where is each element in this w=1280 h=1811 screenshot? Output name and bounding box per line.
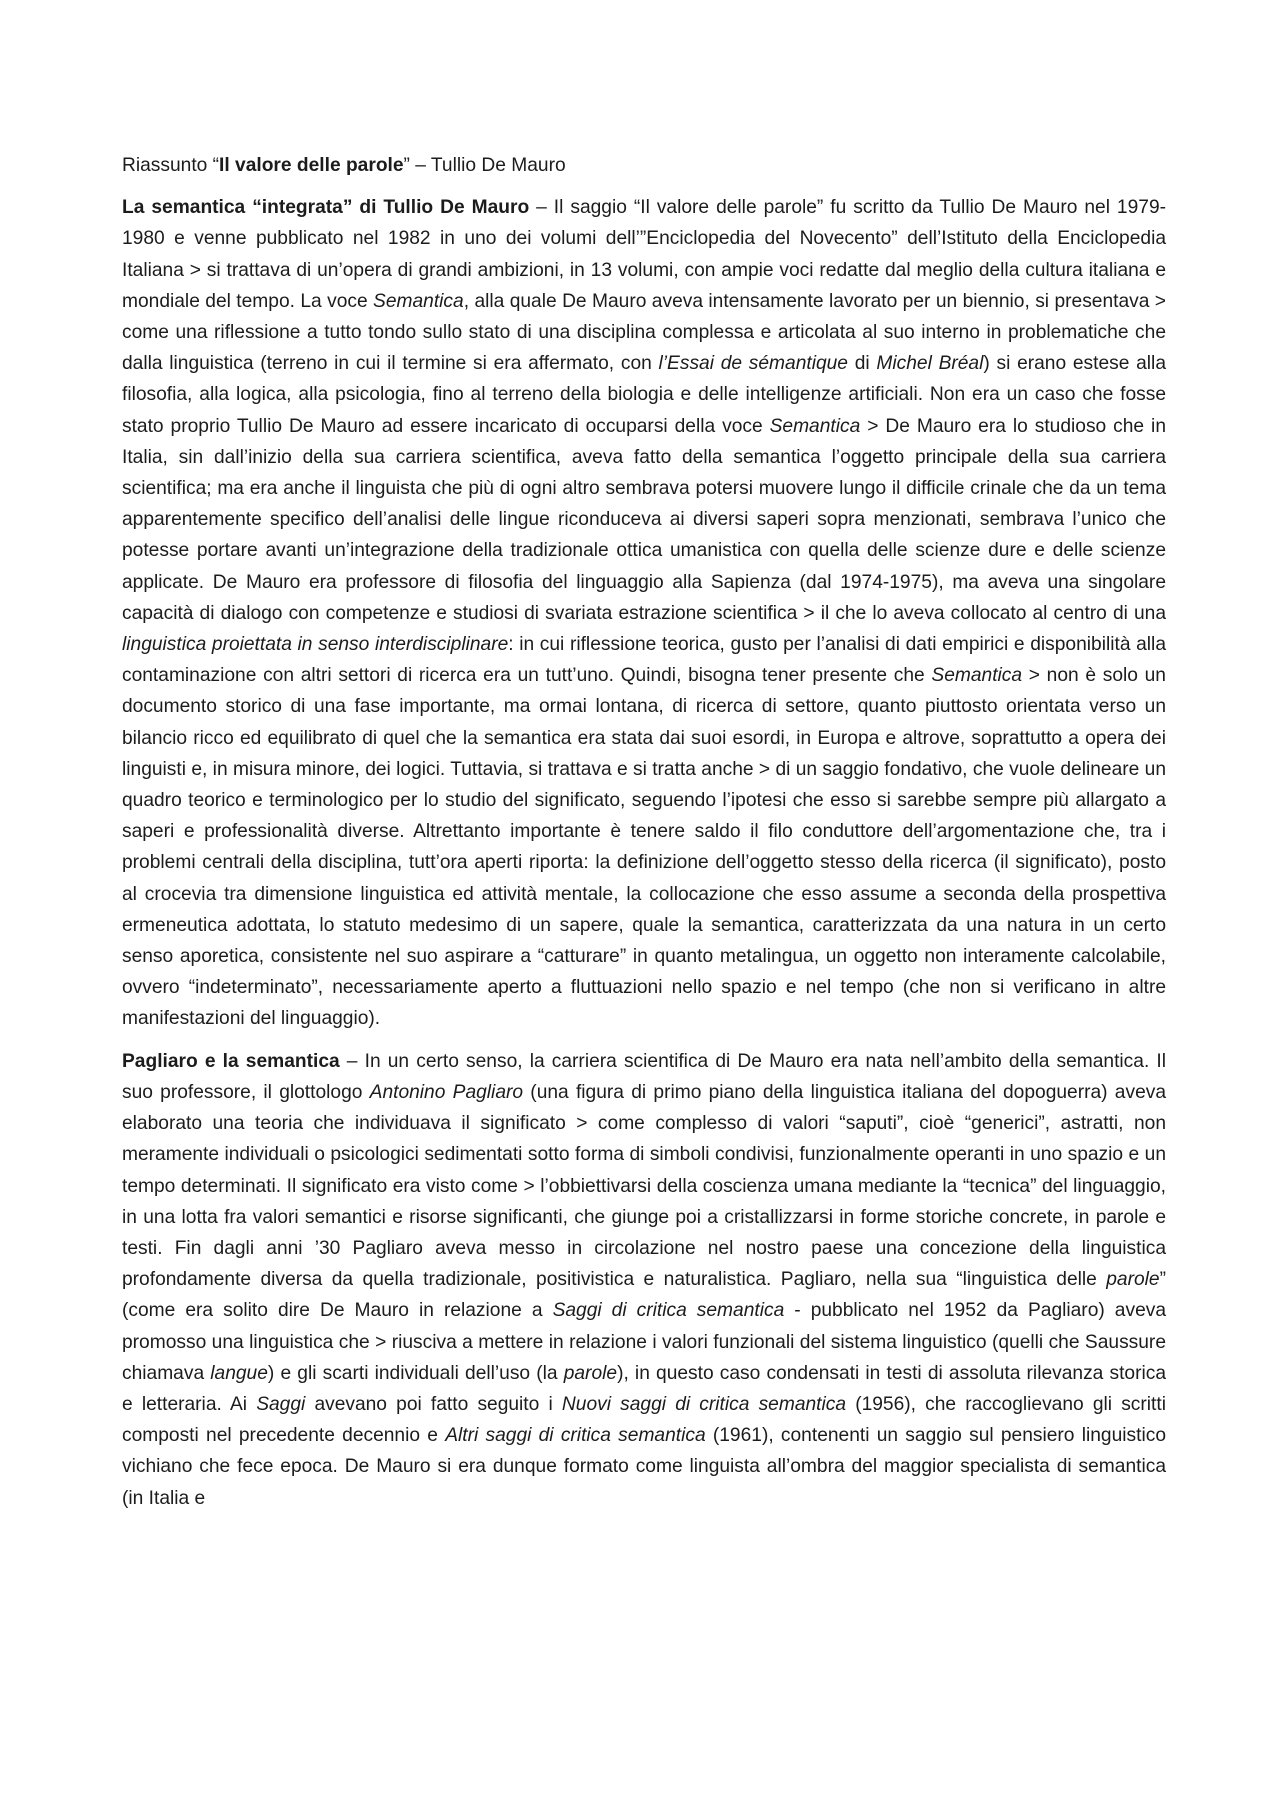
- body-text: (1956), che raccoglievano gli scritti composti nel precedente decennio e: [122, 1393, 1166, 1447]
- body-text: , alla quale De Mauro aveva intensamente lavorato per un biennio, si presentava > come una riflessione a tutto tondo sullo stato di una disciplina complessa e articolata al suo interno in problematiche che dalla linguistica (terreno in cui il termine si era affermato, con: [122, 290, 1167, 375]
- body-text: avevano poi fatto seguito i: [305, 1393, 562, 1415]
- body-text: - pubblicato nel 1952 da Pagliaro) aveva promosso una linguistica che > riusciva a mettere in relazione i valori funzionali del sistema linguistico (quelli che Saussure chiamava: [122, 1300, 1166, 1384]
- italic-text: parole: [1106, 1269, 1160, 1291]
- document-title: [122, 150, 1166, 181]
- body-text: ” (come era solito dire De Mauro in relazione a: [122, 1269, 1166, 1322]
- italic-text: Semantica: [931, 665, 1023, 687]
- italic-text: linguistica proiettata in senso interdisciplinare: [122, 634, 509, 656]
- italic-text: Antonino Pagliaro: [369, 1081, 524, 1103]
- body-text: (una figura di primo piano della linguistica italiana del dopoguerra) aveva elaborato una teoria che individuava il significato > come complesso di valori “saputi”, cioè “generici”, astratti, non meramente individuali o psicologici sedimentati sotto forma di simboli condivisi, funzionalmente operanti in uno spazio e un tempo determinati. Il significato era visto come > l’obbiettivarsi della coscienza umana mediante la “tecnica” del linguaggio, in una lotta fra valori semantici e risorse significanti, che giunge poi a cristallizzarsi in forme storiche concrete, in parole e testi. Fin dagli anni ’30 Pagliaro aveva messo in circolazione nel nostro paese una concezione della linguistica profondamente diversa da quella tradizionale, positivistica e naturalistica. Pagliaro, nella sua “linguistica delle: [122, 1081, 1167, 1291]
- section-heading: La semantica “integrata” di Tullio De Mauro: [122, 197, 530, 219]
- italic-text: langue: [210, 1362, 268, 1384]
- title-suffix: ” – Tullio De Mauro: [403, 155, 566, 176]
- body-text: ) e gli scarti individuali dell’uso (la: [267, 1362, 564, 1384]
- body-text: – In un certo senso, la carriera scientifica di De Mauro era nata nell’ambito della semantica. Il suo professore, il glottologo: [122, 1050, 1167, 1103]
- italic-text: l’Essai de sémantique: [658, 353, 848, 375]
- body-text: – Il saggio “Il valore delle parole” fu scritto da Tullio De Mauro nel 1979-1980 e venne pubblicato nel 1982 in uno dei volumi dell’”Enciclopedia del Novecento” dell’Istituto della Enciclopedia Italiana > si trattava di un’opera di grandi ambizioni, in 13 volumi, con ampie voci redatte dal meglio della cultura italiana e mondiale del tempo. La voce: [122, 197, 1167, 312]
- title-bold: Il valore delle parole: [219, 155, 404, 176]
- italic-text: Nuovi saggi di critica semantica: [561, 1393, 847, 1415]
- document-page: [122, 150, 1166, 1514]
- italic-text: Michel Bréal: [876, 353, 984, 375]
- title-prefix: Riassunto “: [122, 155, 220, 176]
- paragraph-pagliaro-semantica: [122, 1046, 1166, 1514]
- italic-text: Saggi di critica semantica: [552, 1300, 785, 1322]
- italic-text: Saggi: [256, 1393, 306, 1415]
- body-text: (1961), contenenti un saggio sul pensiero linguistico vichiano che fece epoca. De Mauro si era dunque formato come linguista all’ombra del maggior specialista di semantica (in Italia e: [122, 1425, 1166, 1509]
- italic-text: parole: [563, 1362, 618, 1384]
- body-text: > De Mauro era lo studioso che in Italia, sin dall’inizio della sua carriera scientifica, aveva fatto della semantica l’oggetto principale della sua carriera scientifica; ma era anche il linguista che più di ogni altro sembrava potersi muovere lungo il difficile crinale che da un tema apparentemente specifico dell’analisi delle lingue riconduceva ai diversi saperi sopra menzionati, sembrava l’unico che potesse portare avanti un’integrazione della tradizionale ottica umanistica con quella delle scienze dure e delle scienze applicate. De Mauro era professore di filosofia del linguaggio alla Sapienza (dal 1974-1975), ma aveva una singolare capacità di dialogo con competenze e studiosi di svariata estrazione scientifica > il che lo aveva collocato al centro di una: [122, 415, 1166, 624]
- body-text: di: [847, 353, 877, 375]
- body-text: ) si erano estese alla filosofia, alla logica, alla psicologia, fino al terreno della biologia e delle intelligenze artificiali. Non era un caso che fosse stato proprio Tullio De Mauro ad essere incaricato di occuparsi della voce: [122, 353, 1166, 437]
- paragraph-semantica-integrata: [122, 192, 1166, 1034]
- body-text: ), in questo caso condensati in testi di assoluta rilevanza storica e letteraria. Ai: [122, 1362, 1166, 1415]
- section-heading: Pagliaro e la semantica: [122, 1050, 340, 1072]
- italic-text: Semantica: [769, 415, 861, 437]
- body-text: > non è solo un documento storico di una fase importante, ma ormai lontana, di ricerca di settore, quanto piuttosto orientata verso un bilancio ricco ed equilibrato di quel che la semantica era stata dai suoi esordi, in Europa e altrove, soprattutto a opera dei linguisti e, in misura minore, dei logici. Tuttavia, si trattava e si tratta anche > di un saggio fondativo, che vuole delineare un quadro teorico e terminologico per lo studio del significato, seguendo l’ipotesi che esso si sarebbe sempre più allargato a saperi e professionalità diverse. Altrettanto importante è tenere saldo il filo conduttore dell’argomentazione che, tra i problemi centrali della disciplina, tutt’ora aperti riporta: la definizione dell’oggetto stesso della ricerca (il significato), posto al crocevia tra dimensione linguistica ed attività mentale, la collocazione che esso assume a seconda della prospettiva ermeneutica adottata, lo statuto medesimo di un sapere, quale la semantica, caratterizzata da una natura in un certo senso aporetica, consistente nel suo aspirare a “catturare” in quanto metalingua, un oggetto non interamente calcolabile, ovvero “indeterminato”, necessariamente aperto a fluttuazioni nello spazio e nel tempo (che non si verificano in altre manifestazioni del linguaggio).: [122, 665, 1166, 1030]
- italic-text: Semantica: [373, 290, 464, 312]
- body-text: : in cui riflessione teorica, gusto per l’analisi di dati empirici e disponibilità alla contaminazione con altri settori di ricerca era un tutt’uno. Quindi, bisogna tener presente che: [122, 634, 1166, 687]
- italic-text: Altri saggi di critica semantica: [445, 1425, 706, 1447]
